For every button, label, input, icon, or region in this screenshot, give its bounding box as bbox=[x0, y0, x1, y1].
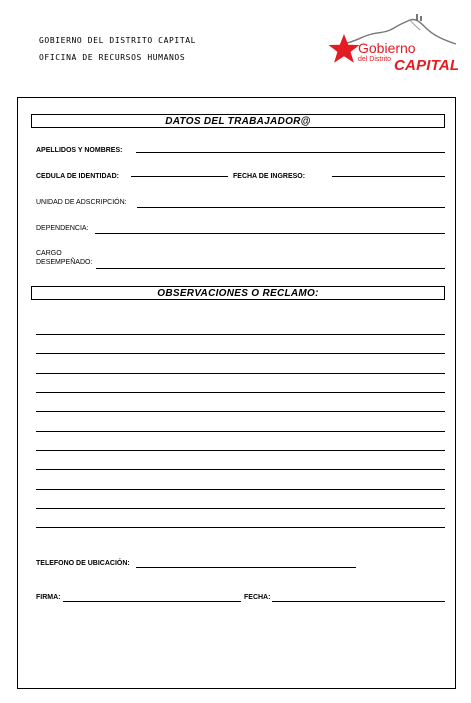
star-icon bbox=[329, 34, 360, 63]
observation-line[interactable] bbox=[36, 489, 445, 490]
logo-word-distrito: del Distrito bbox=[358, 56, 392, 63]
office-name: OFICINA DE RECURSOS HUMANOS bbox=[39, 53, 186, 62]
section-observations: OBSERVACIONES O RECLAMO: bbox=[31, 286, 445, 300]
label-position-line2: DESEMPEÑADO: bbox=[36, 259, 93, 266]
label-signature: FIRMA: bbox=[36, 594, 61, 601]
observation-line[interactable] bbox=[36, 353, 445, 354]
label-unit: UNIDAD DE ADSCRIPCIÓN: bbox=[36, 199, 127, 206]
label-position-line1: CARGO bbox=[36, 250, 62, 257]
signature-field[interactable] bbox=[63, 601, 241, 602]
observation-line[interactable] bbox=[36, 334, 445, 335]
label-names: APELLIDOS Y NOMBRES: bbox=[36, 147, 123, 154]
label-dependency: DEPENDENCIA: bbox=[36, 225, 89, 232]
date-field[interactable] bbox=[272, 601, 445, 602]
observation-line[interactable] bbox=[36, 469, 445, 470]
label-entry-date: FECHA DE INGRESO: bbox=[233, 173, 306, 180]
label-date: FECHA: bbox=[244, 594, 271, 601]
entry-date-field[interactable] bbox=[332, 176, 445, 177]
label-phone: TELEFONO DE UBICACIÓN: bbox=[36, 560, 130, 567]
phone-field[interactable] bbox=[136, 567, 356, 568]
names-field[interactable] bbox=[136, 152, 445, 153]
observation-line[interactable] bbox=[36, 527, 445, 528]
section-worker-data: DATOS DEL TRABAJADOR@ bbox=[31, 114, 445, 128]
observation-line[interactable] bbox=[36, 450, 445, 451]
observation-line[interactable] bbox=[36, 373, 445, 374]
id-card-field[interactable] bbox=[131, 176, 228, 177]
logo-word-capital: CAPITAL bbox=[394, 57, 460, 74]
label-id-card: CEDULA DE IDENTIDAD: bbox=[36, 173, 119, 180]
dependency-field[interactable] bbox=[95, 233, 445, 234]
position-field[interactable] bbox=[96, 268, 445, 269]
unit-field[interactable] bbox=[137, 207, 445, 208]
org-name: GOBIERNO DEL DISTRITO CAPITAL bbox=[39, 36, 197, 45]
observation-line[interactable] bbox=[36, 431, 445, 432]
observation-line[interactable] bbox=[36, 508, 445, 509]
gobierno-logo bbox=[328, 14, 458, 86]
logo-word-gobierno: Gobierno bbox=[358, 40, 416, 56]
observation-line[interactable] bbox=[36, 392, 445, 393]
observation-line[interactable] bbox=[36, 411, 445, 412]
